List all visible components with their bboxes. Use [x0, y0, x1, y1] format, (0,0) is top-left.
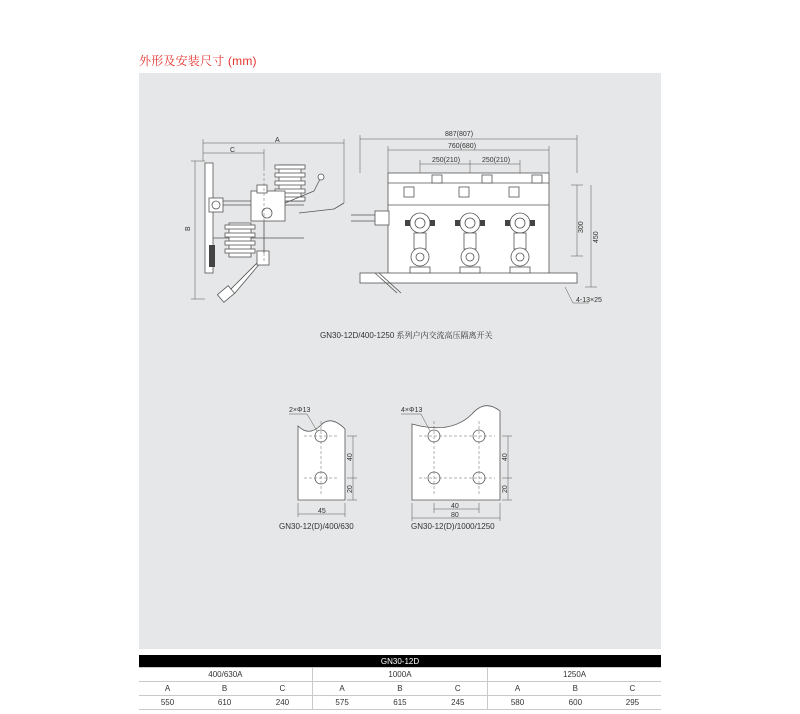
side-view [185, 137, 344, 302]
column-header: A [139, 682, 196, 696]
dim-pitch-left: 250(210) [432, 157, 461, 164]
dim-a-label: A [275, 137, 280, 144]
drawing-panel [139, 73, 661, 649]
large-terminal-caption: GN30-12(D)/1000/1250 [411, 522, 495, 531]
table-cell: 245 [428, 696, 487, 710]
table-title: GN30-12D [139, 655, 661, 668]
small-terminal-caption: GN30-12(D)/400/630 [279, 522, 354, 531]
large-dim-80: 80 [451, 512, 459, 519]
table-cell: 580 [488, 696, 547, 710]
table-row [139, 682, 661, 696]
front-view [351, 131, 602, 304]
technical-drawing [139, 73, 661, 649]
column-header: A [312, 682, 371, 696]
dim-pitch-right: 250(210) [482, 157, 511, 164]
large-dim-40h: 40 [451, 503, 459, 510]
small-dim-20: 20 [347, 485, 354, 493]
column-header: B [196, 682, 253, 696]
dim-height-2: 450 [593, 231, 600, 243]
small-dim-40: 40 [347, 453, 354, 461]
table-cell: 600 [547, 696, 604, 710]
column-header: C [253, 682, 312, 696]
terminal-small [279, 407, 357, 531]
column-header: B [371, 682, 428, 696]
table-cell: 610 [196, 696, 253, 710]
group-header: 1250A [488, 668, 661, 682]
dim-overall: 887(807) [445, 131, 474, 138]
main-caption: GN30-12D/400-1250 系列户内交流高压隔离开关 [320, 331, 493, 340]
terminal-large [401, 406, 512, 531]
table-cell: 295 [604, 696, 661, 710]
large-holes-label: 4×Φ13 [401, 407, 423, 414]
dim-b-label: B [185, 226, 192, 231]
dim-holes: 4-13×25 [576, 297, 602, 304]
page-heading: 外形及安装尺寸 (mm) [139, 54, 257, 68]
small-holes-label: 2×Φ13 [289, 407, 311, 414]
column-header: C [604, 682, 661, 696]
table-cell: 550 [139, 696, 196, 710]
dim-c-label: C [230, 147, 236, 154]
dim-height-1: 300 [578, 221, 585, 233]
column-header: C [428, 682, 487, 696]
column-header: B [547, 682, 604, 696]
small-dim-45: 45 [318, 508, 326, 515]
table-cell: 615 [371, 696, 428, 710]
table-row [139, 696, 661, 710]
column-header: A [488, 682, 547, 696]
large-dim-40v: 40 [502, 453, 509, 461]
table-cell: 240 [253, 696, 312, 710]
group-header: 400/630A [139, 668, 312, 682]
group-header: 1000A [312, 668, 487, 682]
dim-inner: 760(680) [448, 143, 477, 150]
large-dim-20: 20 [502, 485, 509, 493]
spec-table [139, 655, 661, 710]
table-cell: 575 [312, 696, 371, 710]
